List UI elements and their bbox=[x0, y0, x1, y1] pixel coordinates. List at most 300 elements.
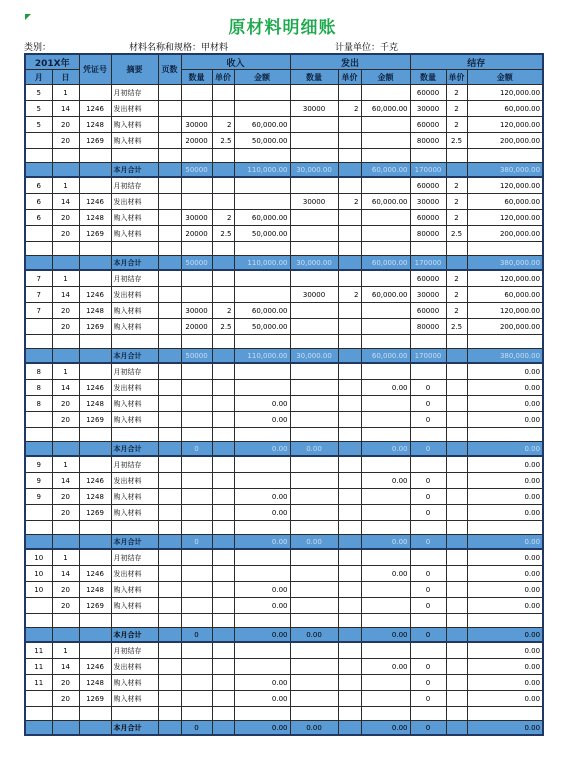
cell-income-amount bbox=[234, 659, 290, 675]
cell-balance-price bbox=[446, 442, 467, 457]
cell-income-qty bbox=[181, 582, 212, 598]
cell-issue-price bbox=[338, 210, 361, 226]
cell-issue-qty bbox=[290, 177, 338, 194]
cell-voucher bbox=[79, 363, 111, 380]
cell-day bbox=[52, 521, 79, 535]
cell-income-qty: 30000 bbox=[181, 303, 212, 319]
cell-income-price bbox=[212, 707, 234, 721]
cell-balance-qty: 60000 bbox=[410, 210, 446, 226]
cell-income-price bbox=[212, 442, 234, 457]
cell-month bbox=[25, 163, 52, 178]
cell-balance-qty: 0 bbox=[410, 535, 446, 550]
cell-income-qty bbox=[181, 85, 212, 101]
cell-balance-price bbox=[446, 256, 467, 271]
cell-summary: 购入材料 bbox=[111, 133, 158, 149]
cell-summary bbox=[111, 242, 158, 256]
cell-page bbox=[158, 242, 181, 256]
cell-issue-price bbox=[338, 428, 361, 442]
cell-issue-amount bbox=[361, 549, 410, 566]
cell-balance-price: 2 bbox=[446, 270, 467, 287]
header-balance-qty: 数量 bbox=[410, 70, 446, 85]
table-row bbox=[25, 133, 543, 149]
cell-issue-price: 2 bbox=[338, 287, 361, 303]
cell-balance-price bbox=[446, 428, 467, 442]
header-summary: 摘要 bbox=[111, 54, 158, 85]
cell-income-amount bbox=[234, 335, 290, 349]
cell-issue-price bbox=[338, 721, 361, 736]
cell-balance-amount: 0.00 bbox=[467, 535, 543, 550]
cell-month: 8 bbox=[25, 380, 52, 396]
cell-balance-price bbox=[446, 721, 467, 736]
cell-issue-price bbox=[338, 396, 361, 412]
cell-balance-amount bbox=[467, 428, 543, 442]
cell-income-qty: 0 bbox=[181, 628, 212, 643]
table-row bbox=[25, 303, 543, 319]
cell-page bbox=[158, 642, 181, 659]
cell-month: 11 bbox=[25, 642, 52, 659]
cell-day bbox=[52, 163, 79, 178]
cell-income-amount bbox=[234, 473, 290, 489]
table-row bbox=[25, 85, 543, 101]
cell-income-amount: 60,000.00 bbox=[234, 303, 290, 319]
cell-issue-qty: 30,000.00 bbox=[290, 349, 338, 364]
table-row bbox=[25, 177, 543, 194]
header-issue-amount: 金额 bbox=[361, 70, 410, 85]
cell-issue-amount: 0.00 bbox=[361, 659, 410, 675]
table-row bbox=[25, 642, 543, 659]
cell-balance-qty bbox=[410, 642, 446, 659]
cell-summary: 购入材料 bbox=[111, 396, 158, 412]
cell-voucher: 1246 bbox=[79, 287, 111, 303]
cell-page bbox=[158, 428, 181, 442]
cell-balance-qty bbox=[410, 614, 446, 628]
cell-month bbox=[25, 442, 52, 457]
cell-page bbox=[158, 177, 181, 194]
cell-income-qty bbox=[181, 691, 212, 707]
cell-voucher bbox=[79, 335, 111, 349]
cell-issue-price bbox=[338, 442, 361, 457]
cell-day: 20 bbox=[52, 226, 79, 242]
cell-issue-price bbox=[338, 505, 361, 521]
cell-voucher: 1269 bbox=[79, 412, 111, 428]
cell-income-qty: 0 bbox=[181, 442, 212, 457]
cell-balance-price: 2 bbox=[446, 85, 467, 101]
cell-income-price bbox=[212, 521, 234, 535]
cell-page bbox=[158, 549, 181, 566]
cell-balance-price: 2 bbox=[446, 287, 467, 303]
cell-voucher: 1248 bbox=[79, 489, 111, 505]
cell-page bbox=[158, 442, 181, 457]
cell-income-qty bbox=[181, 101, 212, 117]
cell-balance-price: 2 bbox=[446, 210, 467, 226]
cell-page bbox=[158, 721, 181, 736]
table-row bbox=[25, 380, 543, 396]
cell-balance-qty bbox=[410, 363, 446, 380]
cell-income-price bbox=[212, 721, 234, 736]
cell-issue-price bbox=[338, 549, 361, 566]
cell-month bbox=[25, 242, 52, 256]
header-month: 月 bbox=[25, 70, 52, 85]
cell-issue-price bbox=[338, 133, 361, 149]
cell-balance-qty: 0 bbox=[410, 659, 446, 675]
cell-issue-price bbox=[338, 363, 361, 380]
cell-balance-price bbox=[446, 642, 467, 659]
cell-voucher: 1248 bbox=[79, 210, 111, 226]
cell-income-amount bbox=[234, 287, 290, 303]
table-row bbox=[25, 117, 543, 133]
cell-balance-price bbox=[446, 242, 467, 256]
cell-issue-qty bbox=[290, 133, 338, 149]
cell-issue-qty: 0.00 bbox=[290, 628, 338, 643]
cell-balance-price bbox=[446, 582, 467, 598]
cell-issue-price bbox=[338, 163, 361, 178]
cell-issue-qty bbox=[290, 396, 338, 412]
cell-day: 20 bbox=[52, 396, 79, 412]
cell-page bbox=[158, 380, 181, 396]
cell-balance-amount bbox=[467, 614, 543, 628]
cell-balance-amount: 0.00 bbox=[467, 691, 543, 707]
cell-page bbox=[158, 582, 181, 598]
cell-balance-price bbox=[446, 396, 467, 412]
cell-voucher: 1246 bbox=[79, 659, 111, 675]
cell-income-amount: 0.00 bbox=[234, 675, 290, 691]
cell-month bbox=[25, 707, 52, 721]
cell-day bbox=[52, 721, 79, 736]
cell-issue-amount bbox=[361, 582, 410, 598]
cell-month bbox=[25, 428, 52, 442]
cell-issue-amount bbox=[361, 319, 410, 335]
table-row bbox=[25, 489, 543, 505]
cell-income-amount bbox=[234, 149, 290, 163]
cell-issue-qty bbox=[290, 226, 338, 242]
cell-issue-price: 2 bbox=[338, 194, 361, 210]
cell-issue-amount bbox=[361, 133, 410, 149]
month-total-row bbox=[25, 535, 543, 550]
cell-income-qty: 50000 bbox=[181, 256, 212, 271]
cell-summary bbox=[111, 707, 158, 721]
cell-income-price bbox=[212, 566, 234, 582]
cell-summary: 购入材料 bbox=[111, 226, 158, 242]
cell-balance-amount: 0.00 bbox=[467, 505, 543, 521]
cell-income-amount: 0.00 bbox=[234, 396, 290, 412]
cell-income-price bbox=[212, 85, 234, 101]
cell-voucher bbox=[79, 177, 111, 194]
cell-balance-qty: 0 bbox=[410, 598, 446, 614]
cell-income-amount: 60,000.00 bbox=[234, 117, 290, 133]
cell-balance-amount: 0.00 bbox=[467, 642, 543, 659]
spacer-row bbox=[25, 149, 543, 163]
cell-summary: 购入材料 bbox=[111, 505, 158, 521]
cell-balance-amount: 0.00 bbox=[467, 659, 543, 675]
cell-balance-amount: 120,000.00 bbox=[467, 270, 543, 287]
cell-issue-qty bbox=[290, 335, 338, 349]
cell-voucher bbox=[79, 163, 111, 178]
cell-voucher: 1248 bbox=[79, 303, 111, 319]
cell-day: 1 bbox=[52, 456, 79, 473]
cell-issue-amount bbox=[361, 242, 410, 256]
cell-issue-amount bbox=[361, 707, 410, 721]
cell-summary: 购入材料 bbox=[111, 691, 158, 707]
cell-issue-price bbox=[338, 582, 361, 598]
cell-income-qty bbox=[181, 521, 212, 535]
cell-income-price bbox=[212, 396, 234, 412]
cell-income-price bbox=[212, 194, 234, 210]
header-issue: 发出 bbox=[290, 54, 410, 70]
cell-month bbox=[25, 226, 52, 242]
cell-issue-qty: 30,000.00 bbox=[290, 256, 338, 271]
cell-issue-amount: 0.00 bbox=[361, 380, 410, 396]
cell-day bbox=[52, 335, 79, 349]
cell-page bbox=[158, 363, 181, 380]
spacer-row bbox=[25, 428, 543, 442]
cell-issue-qty bbox=[290, 473, 338, 489]
cell-month bbox=[25, 335, 52, 349]
cell-voucher: 1269 bbox=[79, 319, 111, 335]
cell-page bbox=[158, 287, 181, 303]
cell-summary: 月初结存 bbox=[111, 363, 158, 380]
cell-balance-price bbox=[446, 659, 467, 675]
cell-balance-price: 2 bbox=[446, 194, 467, 210]
table-row bbox=[25, 194, 543, 210]
cell-income-price bbox=[212, 628, 234, 643]
cell-month bbox=[25, 721, 52, 736]
cell-income-qty: 50000 bbox=[181, 163, 212, 178]
cell-income-qty: 20000 bbox=[181, 226, 212, 242]
cell-issue-amount: 60,000.00 bbox=[361, 101, 410, 117]
cell-month: 7 bbox=[25, 287, 52, 303]
cell-page bbox=[158, 707, 181, 721]
cell-balance-amount: 0.00 bbox=[467, 566, 543, 582]
cell-summary: 月初结存 bbox=[111, 549, 158, 566]
cell-day: 20 bbox=[52, 582, 79, 598]
cell-balance-qty: 0 bbox=[410, 721, 446, 736]
cell-issue-amount bbox=[361, 117, 410, 133]
cell-income-qty bbox=[181, 428, 212, 442]
cell-balance-amount bbox=[467, 149, 543, 163]
cell-issue-price bbox=[338, 117, 361, 133]
cell-income-amount: 0.00 bbox=[234, 442, 290, 457]
cell-issue-amount bbox=[361, 149, 410, 163]
cell-balance-qty bbox=[410, 149, 446, 163]
header-income-qty: 数量 bbox=[181, 70, 212, 85]
cell-issue-amount: 0.00 bbox=[361, 628, 410, 643]
cell-income-qty bbox=[181, 396, 212, 412]
cell-income-qty bbox=[181, 707, 212, 721]
cell-issue-amount: 0.00 bbox=[361, 721, 410, 736]
cell-summary: 购入材料 bbox=[111, 210, 158, 226]
cell-issue-price bbox=[338, 349, 361, 364]
cell-income-price bbox=[212, 380, 234, 396]
cell-voucher bbox=[79, 256, 111, 271]
cell-balance-amount: 0.00 bbox=[467, 380, 543, 396]
cell-issue-qty bbox=[290, 149, 338, 163]
cell-day: 14 bbox=[52, 287, 79, 303]
cell-month: 11 bbox=[25, 675, 52, 691]
cell-balance-amount: 60,000.00 bbox=[467, 194, 543, 210]
unit-label: 计量单位：千克 bbox=[335, 43, 399, 53]
ledger-body bbox=[25, 85, 543, 736]
cell-balance-price: 2 bbox=[446, 177, 467, 194]
cell-day: 1 bbox=[52, 270, 79, 287]
cell-summary: 本月合计 bbox=[111, 256, 158, 271]
cell-month: 6 bbox=[25, 210, 52, 226]
cell-income-qty bbox=[181, 335, 212, 349]
cell-balance-amount: 0.00 bbox=[467, 582, 543, 598]
cell-income-amount bbox=[234, 85, 290, 101]
cell-day: 14 bbox=[52, 659, 79, 675]
cell-month bbox=[25, 149, 52, 163]
cell-issue-amount bbox=[361, 270, 410, 287]
cell-issue-qty bbox=[290, 707, 338, 721]
cell-issue-price bbox=[338, 489, 361, 505]
table-row bbox=[25, 210, 543, 226]
cell-income-price: 2 bbox=[212, 117, 234, 133]
cell-income-amount bbox=[234, 242, 290, 256]
cell-month bbox=[25, 614, 52, 628]
cell-balance-price bbox=[446, 380, 467, 396]
cell-voucher: 1248 bbox=[79, 117, 111, 133]
cell-issue-amount: 0.00 bbox=[361, 535, 410, 550]
header-issue-qty: 数量 bbox=[290, 70, 338, 85]
cell-issue-qty: 30,000.00 bbox=[290, 163, 338, 178]
cell-page bbox=[158, 335, 181, 349]
cell-income-price bbox=[212, 428, 234, 442]
cell-page bbox=[158, 85, 181, 101]
cell-balance-qty bbox=[410, 521, 446, 535]
cell-balance-qty: 0 bbox=[410, 442, 446, 457]
cell-balance-qty: 0 bbox=[410, 691, 446, 707]
cell-income-amount bbox=[234, 380, 290, 396]
cell-page bbox=[158, 628, 181, 643]
table-row bbox=[25, 675, 543, 691]
cell-day bbox=[52, 707, 79, 721]
cell-issue-price bbox=[338, 242, 361, 256]
cell-summary: 月初结存 bbox=[111, 642, 158, 659]
cell-balance-amount bbox=[467, 707, 543, 721]
cell-day bbox=[52, 256, 79, 271]
cell-income-qty bbox=[181, 149, 212, 163]
cell-balance-qty: 0 bbox=[410, 505, 446, 521]
cell-balance-qty: 0 bbox=[410, 380, 446, 396]
cell-issue-amount bbox=[361, 210, 410, 226]
cell-page bbox=[158, 659, 181, 675]
table-row bbox=[25, 456, 543, 473]
cell-voucher bbox=[79, 442, 111, 457]
cell-income-qty bbox=[181, 287, 212, 303]
cell-voucher bbox=[79, 628, 111, 643]
cell-income-qty bbox=[181, 675, 212, 691]
cell-income-price bbox=[212, 412, 234, 428]
cell-income-qty bbox=[181, 380, 212, 396]
cell-balance-price bbox=[446, 628, 467, 643]
cell-balance-amount: 60,000.00 bbox=[467, 101, 543, 117]
month-total-row bbox=[25, 163, 543, 178]
cell-day: 20 bbox=[52, 489, 79, 505]
cell-day bbox=[52, 535, 79, 550]
cell-issue-amount bbox=[361, 303, 410, 319]
header-income-price: 单价 bbox=[212, 70, 234, 85]
cell-month: 8 bbox=[25, 363, 52, 380]
cell-issue-qty bbox=[290, 642, 338, 659]
cell-income-price bbox=[212, 642, 234, 659]
table-row bbox=[25, 691, 543, 707]
cell-income-price bbox=[212, 549, 234, 566]
cell-balance-amount: 120,000.00 bbox=[467, 85, 543, 101]
cell-income-price bbox=[212, 349, 234, 364]
cell-income-price bbox=[212, 177, 234, 194]
cell-balance-price bbox=[446, 521, 467, 535]
cell-issue-price bbox=[338, 535, 361, 550]
cell-income-amount bbox=[234, 642, 290, 659]
cell-income-qty: 50000 bbox=[181, 349, 212, 364]
cell-voucher bbox=[79, 614, 111, 628]
cell-balance-qty bbox=[410, 335, 446, 349]
cell-day bbox=[52, 428, 79, 442]
cell-income-amount: 50,000.00 bbox=[234, 133, 290, 149]
cell-balance-qty bbox=[410, 549, 446, 566]
cell-issue-qty bbox=[290, 566, 338, 582]
cell-issue-amount bbox=[361, 177, 410, 194]
cell-voucher bbox=[79, 149, 111, 163]
cell-income-amount: 0.00 bbox=[234, 628, 290, 643]
cell-balance-price bbox=[446, 707, 467, 721]
cell-month: 9 bbox=[25, 473, 52, 489]
cell-day: 20 bbox=[52, 210, 79, 226]
cell-voucher: 1248 bbox=[79, 675, 111, 691]
cell-voucher bbox=[79, 549, 111, 566]
cell-voucher bbox=[79, 535, 111, 550]
cell-day bbox=[52, 149, 79, 163]
cell-balance-price bbox=[446, 363, 467, 380]
cell-income-price bbox=[212, 473, 234, 489]
cell-issue-price bbox=[338, 380, 361, 396]
cell-balance-qty: 0 bbox=[410, 489, 446, 505]
cell-day bbox=[52, 628, 79, 643]
cell-voucher: 1246 bbox=[79, 473, 111, 489]
cell-income-amount: 0.00 bbox=[234, 412, 290, 428]
cell-issue-qty bbox=[290, 691, 338, 707]
cell-income-amount bbox=[234, 707, 290, 721]
cell-issue-amount bbox=[361, 489, 410, 505]
cell-income-amount: 0.00 bbox=[234, 721, 290, 736]
header-balance: 结存 bbox=[410, 54, 543, 70]
cell-income-qty: 0 bbox=[181, 721, 212, 736]
cell-page bbox=[158, 303, 181, 319]
cell-issue-qty bbox=[290, 380, 338, 396]
table-row bbox=[25, 319, 543, 335]
cell-balance-price: 2 bbox=[446, 117, 467, 133]
cell-page bbox=[158, 101, 181, 117]
cell-income-qty bbox=[181, 566, 212, 582]
cell-balance-amount: 0.00 bbox=[467, 473, 543, 489]
cell-balance-qty bbox=[410, 242, 446, 256]
spacer-row bbox=[25, 521, 543, 535]
cell-balance-amount: 0.00 bbox=[467, 675, 543, 691]
cell-month: 5 bbox=[25, 85, 52, 101]
cell-balance-price: 2 bbox=[446, 303, 467, 319]
cell-day: 14 bbox=[52, 101, 79, 117]
cell-voucher: 1248 bbox=[79, 582, 111, 598]
cell-income-price bbox=[212, 691, 234, 707]
cell-income-amount bbox=[234, 566, 290, 582]
cell-income-qty bbox=[181, 456, 212, 473]
cell-voucher: 1246 bbox=[79, 380, 111, 396]
cell-income-price bbox=[212, 363, 234, 380]
cell-issue-price bbox=[338, 614, 361, 628]
cell-page bbox=[158, 194, 181, 210]
cell-issue-price bbox=[338, 256, 361, 271]
table-row bbox=[25, 287, 543, 303]
